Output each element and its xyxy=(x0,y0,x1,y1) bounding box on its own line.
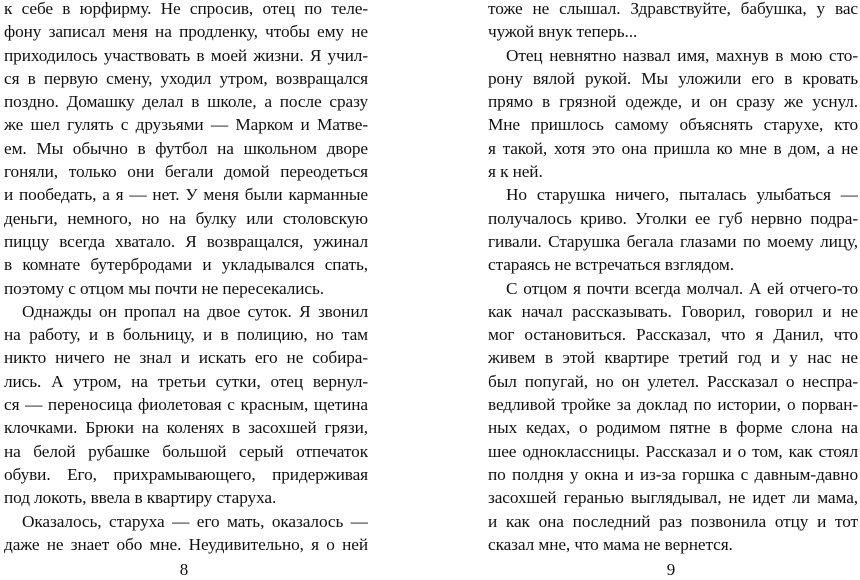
text-line: чужой внук теперь... xyxy=(488,22,638,42)
text-line: обуви. Его, прихрамывающего, придерживая xyxy=(4,464,368,484)
text-line: и пообедать, а я — нет. У меня были карманные xyxy=(4,185,368,205)
text-line: Однажды он пропал на двое суток. Я звонил xyxy=(22,301,368,321)
text-line: я такой, хотя это она пришла ко мне в дом, а не xyxy=(488,138,858,158)
text-line: стараясь не встречаться взглядом. xyxy=(488,255,734,275)
text-line: Оказалось, старуха — его мать, оказалось — xyxy=(22,511,368,531)
text-line: я к ней. xyxy=(488,162,543,182)
text-line: к себе в юрфирму. Не спросив, отец по теле- xyxy=(4,0,368,18)
text-line: засохшей геранью выглядывал, не идет ли мама, xyxy=(488,488,858,508)
text-line: ся в первую смену, уходил утром, возвращался xyxy=(4,68,368,88)
text-line: же шел гулять с друзьями — Марком и Матве- xyxy=(4,115,368,135)
text-line: ведливой тройке за доклад по истории, о порван- xyxy=(488,395,858,415)
text-line: фону записал меня на продленку, чтобы ему не xyxy=(4,22,368,42)
text-line: и как она последний раз позвонила отцу и тот xyxy=(488,511,858,531)
text-line: был попугай, но он улетел. Рассказал о неспра- xyxy=(488,371,858,391)
left-page xyxy=(0,0,372,578)
text-line: прямо в грязной одежде, и он сразу же уснул. xyxy=(488,92,858,112)
text-line: ся — переносица фиолетовая с красным, щетина xyxy=(4,395,368,415)
text-line: С отцом я почти всегда молчал. А ей отчего-то xyxy=(506,278,858,298)
text-line: приходилось участвовать в моей жизни. Я учил- xyxy=(4,45,368,65)
text-line: получалось криво. Уголки ее губ нервно подра- xyxy=(488,208,858,228)
text-line: Но старушка ничего, пыталась улыбаться — xyxy=(506,185,858,205)
text-line: сказал мне, что мама не вернется. xyxy=(488,534,733,554)
right-page xyxy=(488,0,860,578)
text-line: на работу, и в больницу, и в полицию, но там xyxy=(4,325,368,345)
text-line: шее одноклассницы. Рассказал и о том, как стоял xyxy=(488,441,858,461)
left-page-text xyxy=(4,0,368,556)
right-page-text xyxy=(488,0,858,556)
text-line: поздно. Домашку делал в школе, а после сразу xyxy=(4,92,368,112)
text-line: гоняли, только они бегали домой переодеться xyxy=(4,162,368,182)
text-line: деньги, немного, но на булку или столовскую xyxy=(4,208,368,228)
text-line: лись. А утром, на третьи сутки, отец вернул- xyxy=(4,371,368,391)
text-line: живем в этой квартире третий год и у нас не xyxy=(488,348,858,368)
text-line: по полдня у окна и из-за горшка с давным-давно xyxy=(488,464,858,484)
text-line: в комнате бутербродами и укладывался спать, xyxy=(4,255,368,275)
page-number-right: 9 xyxy=(666,560,676,579)
text-line: Отец невнятно назвал имя, махнув в мою сто- xyxy=(506,45,858,65)
text-line: никто ничего не знал и искать его не собира- xyxy=(4,348,368,368)
text-line: ем. Мы обычно в футбол на школьном дворе xyxy=(4,138,368,158)
text-line: гивали. Старушка бегала глазами по моему лицу, xyxy=(488,231,858,251)
text-line: даже не знает обо мне. Неудивительно, я о ней xyxy=(4,534,368,554)
text-line: ных кедах, о родимом пятне в форме слона на xyxy=(488,418,858,438)
text-line: как начал рассказывать. Говорил, говорил и не xyxy=(488,301,858,321)
text-line: тоже не слышал. Здравствуйте, бабушка, у вас xyxy=(488,0,858,18)
text-line: пиццу всегда хватало. Я возвращался, ужинал xyxy=(4,231,368,251)
text-line: поэтому с отцом мы почти не пересекались. xyxy=(4,278,324,298)
text-line: Мне пришлось самому объяснять старухе, кто xyxy=(488,115,858,135)
text-line: мог остановиться. Рассказал, что я Данил, что xyxy=(488,325,858,345)
text-line: клочками. Брюки на коленях в засохшей грязи, xyxy=(4,418,368,438)
text-line: рону вялой рукой. Мы уложили его в кровать xyxy=(488,68,858,88)
text-line: под локоть, ввела в квартиру старуха. xyxy=(4,488,277,508)
text-line: на белой рубашке большой серый отпечаток xyxy=(4,441,368,461)
page-number-left: 8 xyxy=(179,560,189,579)
